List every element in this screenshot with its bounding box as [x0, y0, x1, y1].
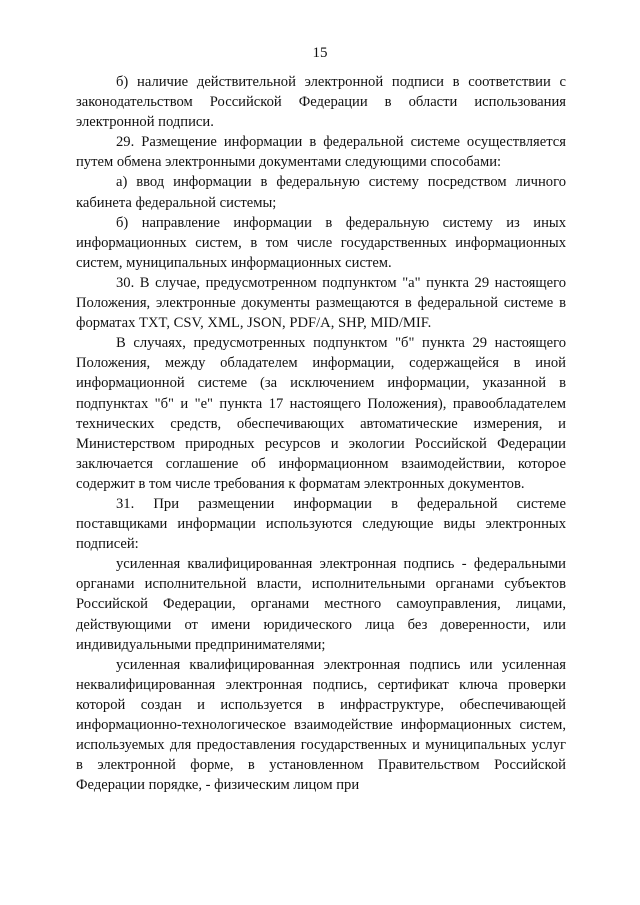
paragraph-31-unqualified-signature: усиленная квалифицированная электронная подпись или усиленная неквалифицированная электронная подпись, сертификат ключа проверки которой создан и используется в инфраструктуре, обеспечивающей информационно-технологическое взаимодействие информационных систем, используемых для предоставления государственных и муниципальных услуг в электронной форме, в установленном Правительством Российской Федерации порядке, - физическим лицом при: [76, 656, 566, 794]
paragraph-30-agreement: В случаях, предусмотренных подпунктом "б" пункта 29 настоящего Положения, между обладателем информации, содержащейся в иной информационной системе (за исключением информации, указанной в подпунктах "б" и "е" пункта 17 настоящего Положения), правообладателем технических средств, обеспечивающих автоматические измерения, и Министерством природных ресурсов и экологии Российской Федерации заключается соглашение об информационном взаимодействии, которое содержит в том числе требования к форматам электронных документов.: [76, 335, 566, 492]
paragraph-29a: а) ввод информации в федеральную систему посредством личного кабинета федеральной системы;: [76, 174, 566, 211]
paragraph-29: 29. Размещение информации в федеральной системе осуществляется путем обмена электронными документами следующими способами:: [76, 134, 566, 171]
document-body: [76, 72, 566, 795]
paragraph-30: 30. В случае, предусмотренном подпунктом "а" пункта 29 настоящего Положения, электронные документы размещаются в федеральной системе в форматах TXT, CSV, XML, JSON, PDF/A, SHP, MID/MIF.: [76, 274, 566, 332]
page-number: 15: [312, 45, 328, 61]
paragraph-31: 31. При размещении информации в федеральной системе поставщиками информации используются следующие виды электронных подписей:: [76, 495, 566, 553]
paragraph-31-qualified-signature: усиленная квалифицированная электронная подпись - федеральными органами исполнительной власти, исполнительными органами субъектов Российской Федерации, органами местного самоуправления, лицами, действующими от имени юридического лица без доверенности, или индивидуальными предпринимателями;: [76, 556, 566, 653]
paragraph-29b: б) направление информации в федеральную систему из иных информационных систем, в том числе государственных информационных систем, муниципальных информационных систем.: [76, 214, 566, 271]
paragraph-6b-signature: б) наличие действительной электронной подписи в соответствии с законодательством Российской Федерации в области использования электронной подписи.: [76, 74, 566, 131]
